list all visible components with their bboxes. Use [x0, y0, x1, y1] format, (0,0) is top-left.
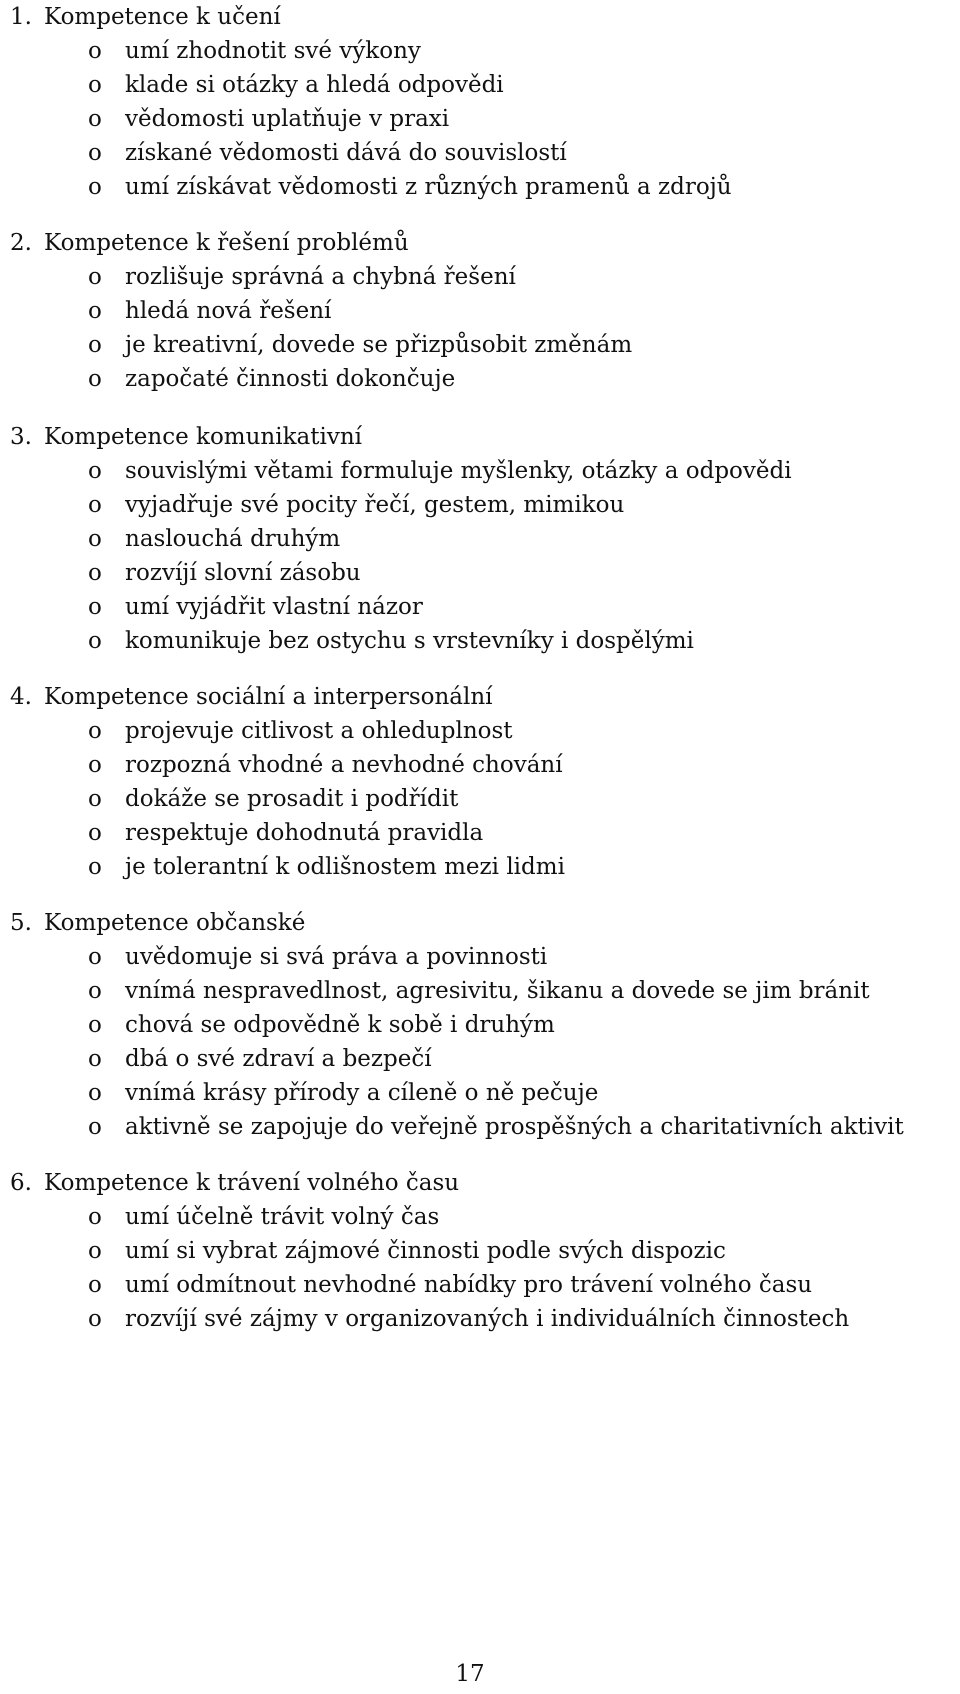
list-item-text: vyjadřuje své pocity řečí, gestem, mimikou: [125, 492, 625, 518]
section-title: Kompetence sociální a interpersonální: [44, 684, 493, 710]
list-item-text: umí vyjádřit vlastní názor: [125, 594, 423, 620]
page-number: 17: [455, 1661, 485, 1687]
list-item: [0, 260, 960, 294]
list-item-text: vnímá nespravedlnost, agresivitu, šikanu a dovede se jim bránit: [125, 978, 870, 1004]
section-heading: [0, 0, 960, 34]
list-item-text: dokáže se prosadit i podřídit: [125, 786, 459, 812]
section-title: Kompetence komunikativní: [44, 424, 363, 450]
list-item-text: rozvíjí své zájmy v organizovaných i individuálních činnostech: [125, 1306, 850, 1332]
list-item: [0, 782, 960, 816]
list-item: [0, 170, 960, 204]
section-number: 2.: [10, 230, 32, 256]
list-item-text: umí si vybrat zájmové činnosti podle svých dispozic: [125, 1238, 726, 1264]
bullet-marker: o: [88, 820, 102, 846]
list-item-text: uvědomuje si svá práva a povinnosti: [125, 944, 548, 970]
section-heading: [0, 1166, 960, 1200]
list-item: [0, 1008, 960, 1042]
list-item-text: rozlišuje správná a chybná řešení: [125, 264, 516, 290]
bullet-marker: o: [88, 458, 102, 484]
list-item-text: komunikuje bez ostychu s vrstevníky i dospělými: [125, 628, 694, 654]
list-item-text: umí zhodnotit své výkony: [125, 38, 421, 64]
list-item: [0, 974, 960, 1008]
bullet-marker: o: [88, 38, 102, 64]
section-heading: [0, 226, 960, 260]
list-item: [0, 328, 960, 362]
list-item: [0, 1110, 960, 1144]
list-item-text: dbá o své zdraví a bezpečí: [125, 1046, 432, 1072]
bullet-marker: o: [88, 332, 102, 358]
section-title: Kompetence k trávení volného času: [44, 1170, 460, 1196]
list-item: [0, 816, 960, 850]
bullet-marker: o: [88, 1080, 102, 1106]
bullet-marker: o: [88, 1204, 102, 1230]
list-item: [0, 556, 960, 590]
list-item-text: souvislými větami formuluje myšlenky, otázky a odpovědi: [125, 458, 792, 484]
bullet-marker: o: [88, 628, 102, 654]
list-item: [0, 294, 960, 328]
list-item-text: aktivně se zapojuje do veřejně prospěšných a charitativních aktivit: [125, 1114, 904, 1140]
bullet-marker: o: [88, 854, 102, 880]
list-item-text: je tolerantní k odlišnostem mezi lidmi: [125, 854, 565, 880]
list-item-text: klade si otázky a hledá odpovědi: [125, 72, 504, 98]
list-item-text: rozpozná vhodné a nevhodné chování: [125, 752, 563, 778]
section-communication: [0, 420, 960, 658]
list-item-text: naslouchá druhým: [125, 526, 341, 552]
list-item-text: respektuje dohodnutá pravidla: [125, 820, 484, 846]
bullet-marker: o: [88, 1012, 102, 1038]
list-item-text: rozvíjí slovní zásobu: [125, 560, 361, 586]
bullet-marker: o: [88, 1114, 102, 1140]
section-learning: [0, 0, 960, 204]
section-number: 5.: [10, 910, 32, 936]
section-title: Kompetence občanské: [44, 910, 306, 936]
section-problem-solving: [0, 226, 960, 396]
section-title: Kompetence k řešení problémů: [44, 230, 409, 256]
section-civic: [0, 906, 960, 1144]
section-number: 1.: [10, 4, 32, 30]
bullet-marker: o: [88, 140, 102, 166]
section-title: Kompetence k učení: [44, 4, 281, 30]
list-item: [0, 1076, 960, 1110]
list-item: [0, 1268, 960, 1302]
list-item: [0, 522, 960, 556]
list-item: [0, 714, 960, 748]
list-item: [0, 1302, 960, 1336]
bullet-marker: o: [88, 264, 102, 290]
bullet-marker: o: [88, 560, 102, 586]
list-item: [0, 454, 960, 488]
bullet-marker: o: [88, 1238, 102, 1264]
bullet-marker: o: [88, 1046, 102, 1072]
list-item: [0, 850, 960, 884]
list-item-text: získané vědomosti dává do souvislostí: [125, 140, 567, 166]
section-heading: [0, 420, 960, 454]
section-heading: [0, 906, 960, 940]
list-item-text: umí získávat vědomosti z různých pramenů a zdrojů: [125, 174, 732, 200]
list-item: [0, 34, 960, 68]
bullet-marker: o: [88, 978, 102, 1004]
bullet-marker: o: [88, 174, 102, 200]
list-item: [0, 1234, 960, 1268]
section-social: [0, 680, 960, 884]
section-number: 6.: [10, 1170, 32, 1196]
list-item-text: umí odmítnout nevhodné nabídky pro trávení volného času: [125, 1272, 813, 1298]
list-item-text: projevuje citlivost a ohleduplnost: [125, 718, 513, 744]
bullet-marker: o: [88, 752, 102, 778]
list-item: [0, 1042, 960, 1076]
bullet-marker: o: [88, 786, 102, 812]
list-item-text: vědomosti uplatňuje v praxi: [125, 106, 450, 132]
list-item-text: umí účelně trávit volný čas: [125, 1204, 440, 1230]
list-item-text: vnímá krásy přírody a cíleně o ně pečuje: [125, 1080, 599, 1106]
bullet-marker: o: [88, 1306, 102, 1332]
bullet-marker: o: [88, 526, 102, 552]
list-item: [0, 362, 960, 396]
list-item-text: je kreativní, dovede se přizpůsobit změnám: [125, 332, 633, 358]
list-item: [0, 624, 960, 658]
bullet-marker: o: [88, 366, 102, 392]
list-item: [0, 748, 960, 782]
bullet-marker: o: [88, 594, 102, 620]
list-item: [0, 136, 960, 170]
bullet-marker: o: [88, 718, 102, 744]
list-item: [0, 1200, 960, 1234]
list-item: [0, 590, 960, 624]
section-number: 4.: [10, 684, 32, 710]
bullet-marker: o: [88, 72, 102, 98]
bullet-marker: o: [88, 492, 102, 518]
section-heading: [0, 680, 960, 714]
list-item: [0, 940, 960, 974]
list-item: [0, 488, 960, 522]
list-item-text: hledá nová řešení: [125, 298, 332, 324]
section-leisure: [0, 1166, 960, 1336]
list-item: [0, 102, 960, 136]
list-item-text: chová se odpovědně k sobě i druhým: [125, 1012, 555, 1038]
bullet-marker: o: [88, 1272, 102, 1298]
bullet-marker: o: [88, 298, 102, 324]
bullet-marker: o: [88, 106, 102, 132]
list-item-text: započaté činnosti dokončuje: [125, 366, 456, 392]
bullet-marker: o: [88, 944, 102, 970]
list-item: [0, 68, 960, 102]
section-number: 3.: [10, 424, 32, 450]
